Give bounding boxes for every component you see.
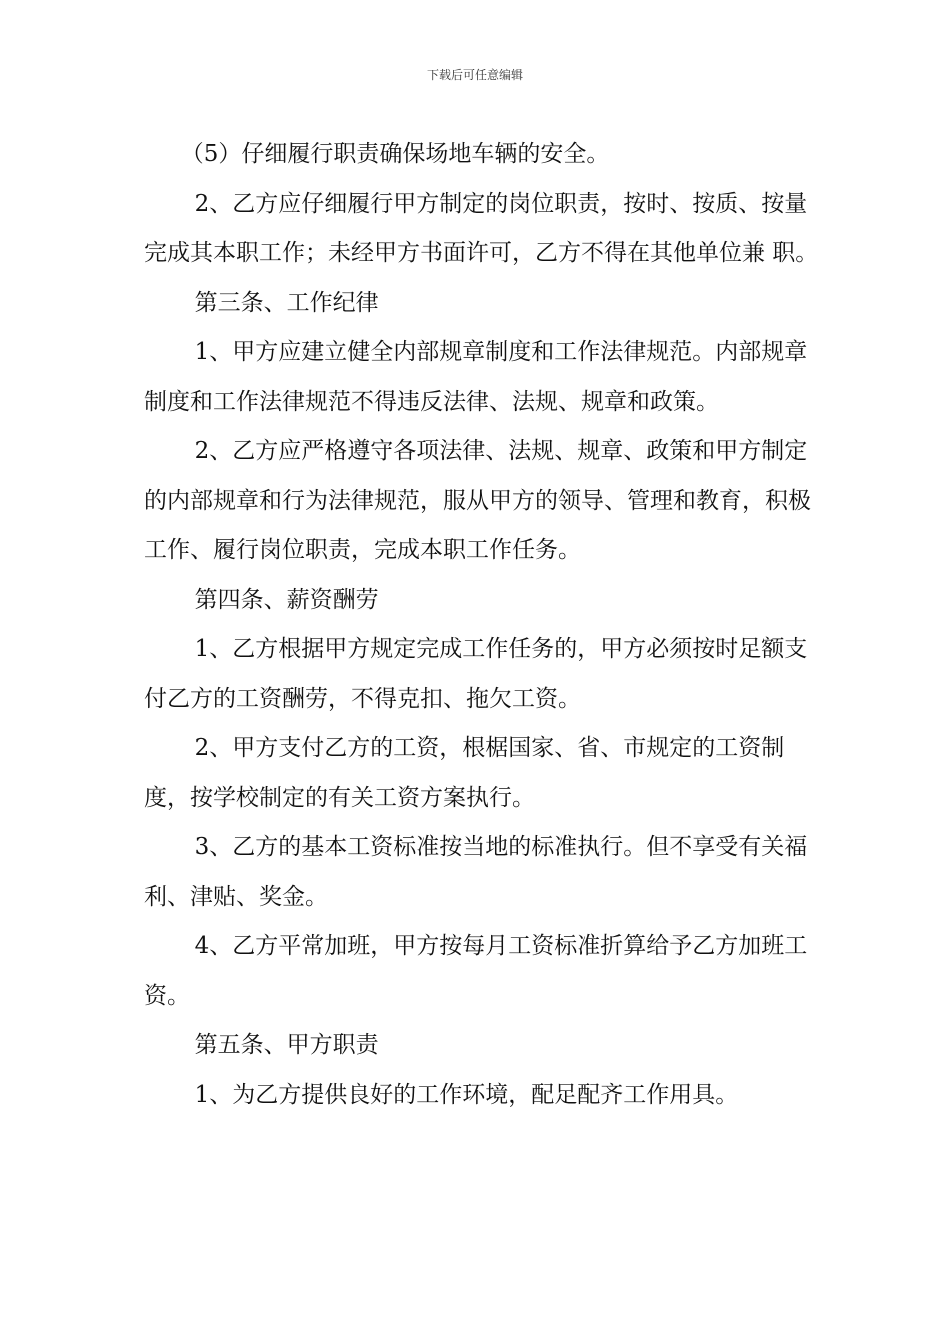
section-heading-article-4: 第四条、薪资酬劳 (194, 586, 379, 613)
paragraph-discipline-2: 2、乙方应严格遵守各项法律、法规、规章、政策和甲方制定的内部规章和行为法律规范，服从甲方的领导、管理和教育，积极工作、履行岗位职责，完成本职工作任务。 (144, 438, 811, 563)
page-header: 下载后可任意编辑 (426, 68, 523, 82)
paragraph-employer-duty-1: 1、为乙方提供良好的工作环境，配足配齐工作用具。 (194, 1081, 739, 1108)
document-body (144, 130, 824, 1120)
paragraph-salary-2: 2、甲方支付乙方的工资，根椐国家、省、市规定的工资制度，按学校制定的有关工资方案执行。 (144, 735, 785, 811)
paragraph-salary-1: 1、乙方根据甲方规定完成工作任务的，甲方必须按时足额支付乙方的工资酬劳，不得克扣、拖欠工资。 (144, 636, 808, 712)
section-heading-article-5: 第五条、甲方职责 (194, 1032, 379, 1058)
paragraph-discipline-1: 1、甲方应建立健全内部规章制度和工作法律规范。内部规章制度和工作法律规范不得违反法律、法规、规章和政策。 (144, 339, 808, 415)
paragraph-salary-3: 3、乙方的基本工资标准按当地的标准执行。但不享受有关福利、津贴、奖金。 (144, 834, 808, 910)
paragraph-duty-2: 2、乙方应仔细履行甲方制定的岗位职责，按时、按质、按量完成其本职工作；未经甲方书面许可，乙方不得在其他单位兼 职。 (144, 190, 819, 266)
section-heading-article-3: 第三条、工作纪律 (194, 289, 379, 316)
paragraph-salary-4: 4、乙方平常加班，甲方按每月工资标准折算给予乙方加班工资。 (144, 933, 808, 1009)
paragraph-item-5: （5）仔细履行职责确保场地车辆的安全。 (180, 141, 610, 167)
